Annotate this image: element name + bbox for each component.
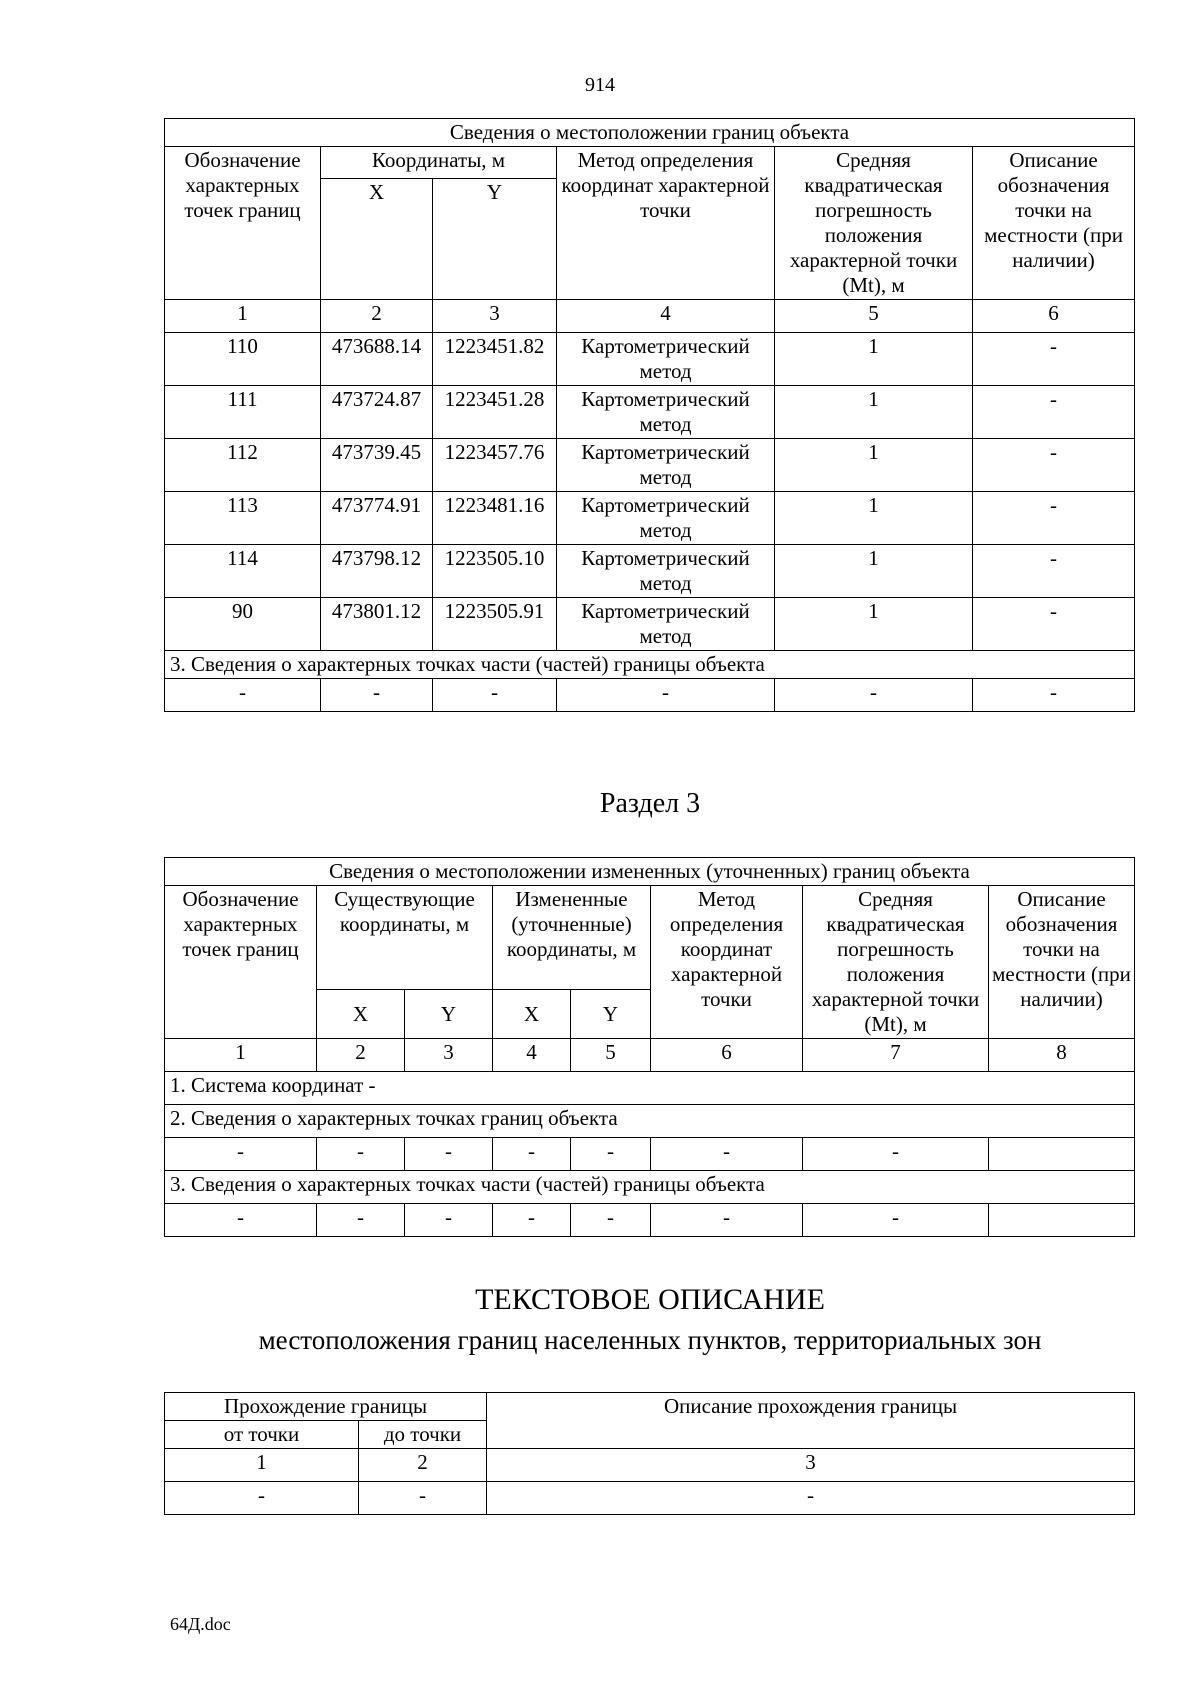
dash-cell: -: [359, 1482, 487, 1515]
dash-cell: -: [405, 1204, 493, 1237]
changed-boundaries-table: [164, 857, 1135, 1237]
boundary-points-table: [164, 118, 1135, 712]
header-point: Обозначение характерных точек границ: [165, 147, 321, 300]
error: 1: [775, 545, 973, 598]
error: 1: [775, 386, 973, 439]
dash-cell: -: [803, 1204, 989, 1237]
method: Картометрический метод: [557, 439, 775, 492]
description: -: [973, 439, 1135, 492]
col-number: 1: [165, 1039, 317, 1072]
coord-y: 1223505.10: [433, 545, 557, 598]
header-y: Y: [571, 990, 651, 1039]
dash-cell: -: [493, 1138, 571, 1171]
dash-cell: -: [165, 1138, 317, 1171]
dash-cell: -: [651, 1204, 803, 1237]
coord-y: 1223451.28: [433, 386, 557, 439]
dash-cell: -: [775, 679, 973, 712]
dash-cell: -: [803, 1138, 989, 1171]
dash-cell: -: [651, 1138, 803, 1171]
dash-cell: -: [493, 1204, 571, 1237]
section-label: 3. Сведения о характерных точках части (частей) границы объекта: [165, 1171, 1135, 1204]
dash-cell: [989, 1204, 1135, 1237]
table-row: [165, 386, 1135, 439]
col-number: 2: [321, 300, 433, 333]
coord-y: 1223451.82: [433, 333, 557, 386]
table-row: [165, 1204, 1135, 1237]
header-description: Описание прохождения границы: [487, 1393, 1135, 1449]
col-number: 5: [571, 1039, 651, 1072]
header-desc: Описание обозначения точки на местности (при наличии): [989, 886, 1135, 1039]
dash-cell: -: [571, 1138, 651, 1171]
header-from: от точки: [165, 1421, 359, 1449]
table-row: [165, 545, 1135, 598]
table-row: [165, 492, 1135, 545]
col-number: 2: [359, 1449, 487, 1482]
header-existing: Существующие координаты, м: [317, 886, 493, 990]
dash-cell: [989, 1138, 1135, 1171]
coord-x: 473688.14: [321, 333, 433, 386]
col-number: 5: [775, 300, 973, 333]
description: -: [973, 545, 1135, 598]
table-row: [165, 598, 1135, 651]
col-number: 4: [557, 300, 775, 333]
text-description-subtitle: местоположения границ населенных пунктов, территориальных зон: [258, 1325, 1042, 1355]
description: -: [973, 598, 1135, 651]
header-x: X: [317, 990, 405, 1039]
page-number: 914: [585, 74, 615, 96]
point-id: 113: [165, 492, 321, 545]
coord-y: 1223481.16: [433, 492, 557, 545]
header-to: до точки: [359, 1421, 487, 1449]
col-number: 4: [493, 1039, 571, 1072]
table-row: [165, 679, 1135, 712]
dash-cell: -: [165, 679, 321, 712]
dash-cell: -: [557, 679, 775, 712]
footer-filename: 64Д.doc: [170, 1614, 231, 1634]
section-label: 2. Сведения о характерных точках границ объекта: [165, 1105, 1135, 1138]
col-number: 8: [989, 1039, 1135, 1072]
dash-cell: -: [433, 679, 557, 712]
header-passage: Прохождение границы: [165, 1393, 487, 1421]
error: 1: [775, 598, 973, 651]
header-y: Y: [433, 179, 557, 300]
table-title: Сведения о местоположении измененных (уточненных) границ объекта: [165, 858, 1135, 886]
dash-cell: -: [165, 1204, 317, 1237]
dash-cell: -: [487, 1482, 1135, 1515]
dash-cell: -: [165, 1482, 359, 1515]
section-label: 3. Сведения о характерных точках части (частей) границы объекта: [165, 651, 1135, 679]
dash-cell: -: [571, 1204, 651, 1237]
error: 1: [775, 439, 973, 492]
header-coords: Координаты, м: [321, 147, 557, 179]
col-number: 6: [973, 300, 1135, 333]
col-number: 2: [317, 1039, 405, 1072]
boundary-passage-table: [164, 1392, 1135, 1515]
description: -: [973, 333, 1135, 386]
header-method: Метод определения координат характерной точки: [651, 886, 803, 1039]
description: -: [973, 386, 1135, 439]
dash-cell: -: [317, 1204, 405, 1237]
col-number: 6: [651, 1039, 803, 1072]
table-row: [165, 1482, 1135, 1515]
method: Картометрический метод: [557, 333, 775, 386]
point-id: 112: [165, 439, 321, 492]
coord-y: 1223505.91: [433, 598, 557, 651]
dash-cell: -: [405, 1138, 493, 1171]
point-id: 114: [165, 545, 321, 598]
description: -: [973, 492, 1135, 545]
dash-cell: -: [317, 1138, 405, 1171]
table-title: Сведения о местоположении границ объекта: [165, 119, 1135, 147]
point-id: 111: [165, 386, 321, 439]
table-row: [165, 333, 1135, 386]
point-id: 90: [165, 598, 321, 651]
section-title: Раздел 3: [599, 788, 701, 819]
coord-x: 473774.91: [321, 492, 433, 545]
header-y: Y: [405, 990, 493, 1039]
header-desc: Описание обозначения точки на местности (при наличии): [973, 147, 1135, 300]
coord-x: 473801.12: [321, 598, 433, 651]
error: 1: [775, 333, 973, 386]
header-error: Средняя квадратическая погрешность положения характерной точки (Mt), м: [803, 886, 989, 1039]
coord-y: 1223457.76: [433, 439, 557, 492]
header-x: X: [321, 179, 433, 300]
table-row: [165, 1138, 1135, 1171]
header-error: Средняя квадратическая погрешность положения характерной точки (Mt), м: [775, 147, 973, 300]
method: Картометрический метод: [557, 386, 775, 439]
table-row: [165, 439, 1135, 492]
dash-cell: -: [973, 679, 1135, 712]
method: Картометрический метод: [557, 598, 775, 651]
method: Картометрический метод: [557, 545, 775, 598]
method: Картометрический метод: [557, 492, 775, 545]
coord-x: 473739.45: [321, 439, 433, 492]
coord-x: 473724.87: [321, 386, 433, 439]
header-point: Обозначение характерных точек границ: [165, 886, 317, 1039]
col-number: 3: [405, 1039, 493, 1072]
header-method: Метод определения координат характерной точки: [557, 147, 775, 300]
col-number: 1: [165, 1449, 359, 1482]
col-number: 1: [165, 300, 321, 333]
col-number: 3: [433, 300, 557, 333]
col-number: 7: [803, 1039, 989, 1072]
text-description-title: ТЕКСТОВОЕ ОПИСАНИЕ: [475, 1283, 825, 1316]
error: 1: [775, 492, 973, 545]
header-x: X: [493, 990, 571, 1039]
coordinate-system-label: 1. Система координат -: [165, 1072, 1135, 1105]
col-number: 3: [487, 1449, 1135, 1482]
header-changed: Измененные (уточненные) координаты, м: [493, 886, 651, 990]
point-id: 110: [165, 333, 321, 386]
dash-cell: -: [321, 679, 433, 712]
coord-x: 473798.12: [321, 545, 433, 598]
